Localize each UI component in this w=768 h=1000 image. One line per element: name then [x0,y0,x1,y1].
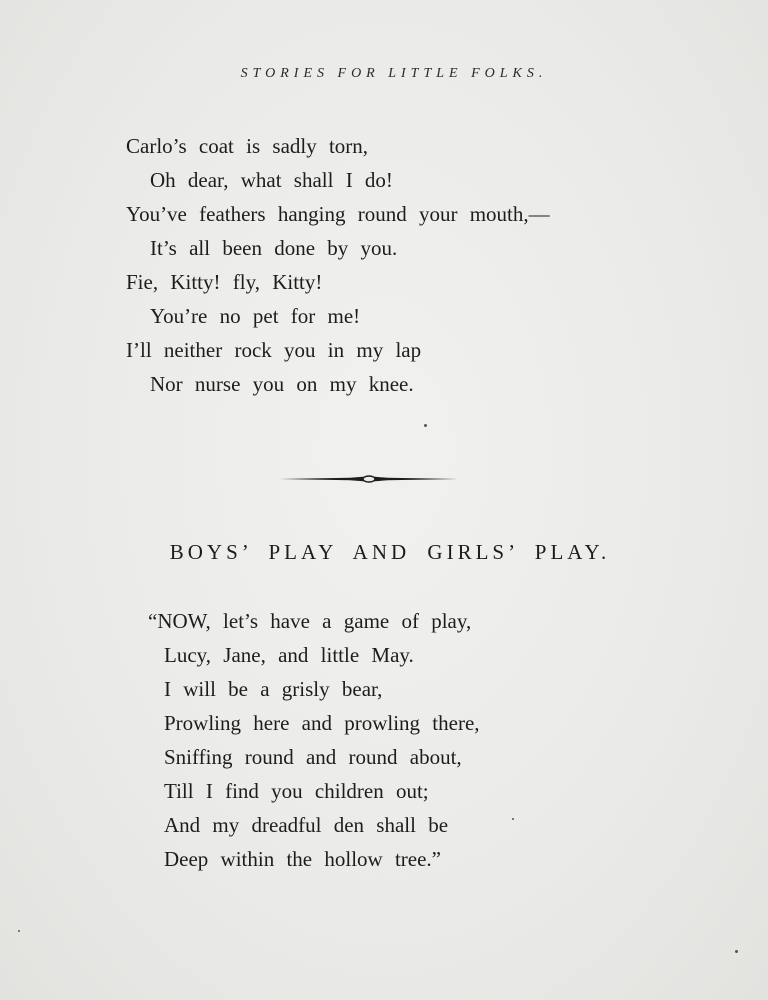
poem-line: I’ll neither rock you in my lap [126,338,422,362]
poem-line: It’s all been done by you. [150,236,398,260]
running-head: STORIES FOR LITTLE FOLKS. [240,66,548,81]
poem-line: “NOW, let’s have a game of play, [148,609,472,633]
poem-boys-girls-play [148,604,480,876]
poem-line: Prowling here and prowling there, [164,711,480,735]
poem-line: You’re no pet for me! [150,304,361,328]
poem-line: Deep within the hollow tree.” [164,847,442,871]
section-divider-ornament [280,472,458,486]
poem-line: I will be a grisly bear, [164,677,383,701]
poem-line: Nor nurse you on my knee. [150,372,414,396]
poem-line: Carlo’s coat is sadly torn, [126,134,369,158]
poem-line: You’ve feathers hanging round your mouth,— [126,202,550,226]
poem-line: Sniffing round and round about, [164,745,462,769]
poem-carlo-kitty [126,129,550,401]
poem-line: Lucy, Jane, and little May. [164,643,414,667]
paper-speck [735,950,738,953]
paper-speck [512,818,514,820]
section-title: BOYS’ PLAY AND GIRLS’ PLAY. [169,540,611,564]
poem-line: Till I find you children out; [164,779,429,803]
paper-speck [18,930,20,932]
poem-line: Fie, Kitty! fly, Kitty! [126,270,323,294]
poem-line: And my dreadful den shall be [164,813,449,837]
poem-line: Oh dear, what shall I do! [150,168,393,192]
paper-speck [424,424,427,427]
